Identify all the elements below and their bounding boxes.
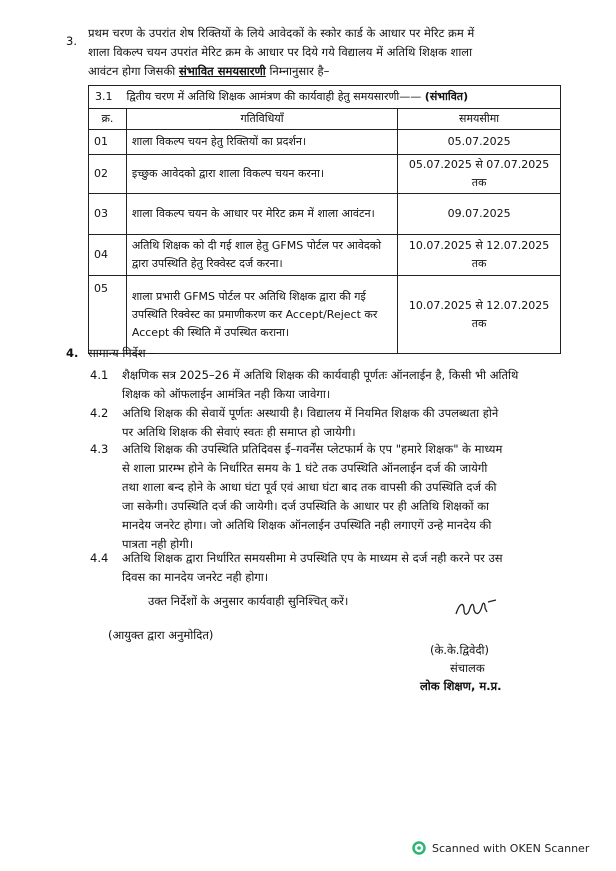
row-activity: शाला विकल्प चयन के आधार पर मेरिट क्रम में शाला आवंटन। xyxy=(126,194,397,235)
schedule-table xyxy=(88,85,561,354)
table-row xyxy=(89,130,561,155)
section-3-emphasis: संभावित समयसारणी xyxy=(178,64,266,78)
row-activity: इच्छुक आवेदको द्वारा शाला विकल्प चयन करना। xyxy=(126,155,397,194)
row-timeline: 10.07.2025 से 12.07.2025 तक xyxy=(398,235,561,276)
item-4-3-line: मानदेय जनरेट होगा। जो अतिथि शिक्षक ऑनलाईन उपस्थिति नही लगाएगें उन्हे मानदेय की xyxy=(122,518,492,532)
section-4-title: सामान्य निर्देश – xyxy=(88,346,156,360)
table-title-cell xyxy=(89,86,561,109)
signatory-office: लोक शिक्षण, म.प्र. xyxy=(420,679,502,693)
row-activity: शाला विकल्प चयन हेतु रिक्तियों का प्रदर्शन। xyxy=(126,130,397,155)
row-number: 03 xyxy=(89,194,127,235)
item-4-3-line: तथा शाला बन्द होने के आधा घंटा पूर्व एवं आधा घंटा बाद तक वापसी की उपस्थिति दर्ज की xyxy=(122,480,497,494)
row-number: 04 xyxy=(89,235,127,276)
column-header-number: क्र. xyxy=(89,109,127,130)
column-header-timeline: समयसीमा xyxy=(398,109,561,130)
section-3-line-3 xyxy=(88,62,329,81)
item-4-3-number: 4.3 xyxy=(90,442,109,456)
item-4-2-line: पर अतिथि शिक्षक की सेवाएं स्वतः ही समाप्त हो जायेगी। xyxy=(122,425,356,439)
table-row xyxy=(89,155,561,194)
row-timeline: 10.07.2025 से 12.07.2025 तक xyxy=(398,276,561,354)
item-4-1-line: शिक्षक को ऑफलाईन आमंत्रित नही किया जावेगा। xyxy=(122,387,331,401)
item-4-3-line: अतिथि शिक्षक की उपस्थिति प्रतिदिवस ई–गवर्नेंस प्लेटफार्म के एप "हमारे शिक्षक" के माध्यम xyxy=(122,442,503,456)
scanner-watermark-text: Scanned with OKEN Scanner xyxy=(432,842,590,855)
item-4-2-number: 4.2 xyxy=(90,406,109,420)
row-activity: शाला प्रभारी GFMS पोर्टल पर अतिथि शिक्षक द्वारा की गई उपस्थिति रिक्वेस्ट का प्रमाणीकरण कर Accept/Reject कर Accept की स्थिति में उपस्थित कराना। xyxy=(126,276,397,354)
signatory-name: (के.के.द्विवेदी) xyxy=(430,643,490,657)
oken-logo-icon xyxy=(412,841,426,855)
table-title-tag: (संभावित) xyxy=(424,90,469,103)
section-3-line-3-c: निम्नानुसार है– xyxy=(269,64,330,78)
item-4-3-line: पात्रता नही होगी। xyxy=(122,537,194,551)
section-4-number: 4. xyxy=(66,346,79,360)
section-3-line-1: प्रथम चरण के उपरांत शेष रिक्तियों के लिये आवेदकों के स्कोर कार्ड के आधार पर मेरिट क्रम में xyxy=(88,26,475,40)
section-3-line-2: शाला विकल्प चयन उपरांत मेरिट क्रम के आधार पर दिये गये विद्यालय में अतिथि शिक्षक शाला xyxy=(88,45,473,59)
row-timeline: 05.07.2025 से 07.07.2025 तक xyxy=(398,155,561,194)
row-activity: अतिथि शिक्षक को दी गई शाल हेतु GFMS पोर्टल पर आवेदको द्वारा उपस्थिति हेतु रिक्वेस्ट दर्ज करना। xyxy=(126,235,397,276)
item-4-1-line: शैक्षणिक सत्र 2025–26 में अतिथि शिक्षक की कार्यवाही पूर्णतः ऑनलाईन है, किसी भी अतिथि xyxy=(122,368,519,382)
closing-instruction: उक्त निर्देशों के अनुसार कार्यवाही सुनिश्चित् करें। xyxy=(148,594,349,608)
table-title-number: 3.1 xyxy=(95,90,113,103)
table-header-row xyxy=(89,109,561,130)
row-timeline: 09.07.2025 xyxy=(398,194,561,235)
signature-mark xyxy=(452,596,502,622)
item-4-3-line: से शाला प्रारम्भ होने के निर्धारित समय के 1 घंटे तक उपस्थिति ऑनलाईन दर्ज की जायेगी xyxy=(122,461,488,475)
section-3-line-3-a: आवंटन होगा जिसकी xyxy=(88,64,176,78)
table-row xyxy=(89,194,561,235)
section-3-number: 3. xyxy=(66,34,77,48)
table-title-row xyxy=(89,86,561,109)
item-4-4-line: अतिथि शिक्षक द्वारा निर्धारित समयसीमा मे उपस्थिति एप के माध्यम से दर्ज नही करने पर उस xyxy=(122,551,503,565)
column-header-activity: गतिविधियाँ xyxy=(126,109,397,130)
item-4-2-line: अतिथि शिक्षक की सेवायें पूर्णतः अस्थायी है। विद्यालय में नियमित शिक्षक की उपलब्धता होने xyxy=(122,406,499,420)
row-number: 02 xyxy=(89,155,127,194)
row-number: 05 xyxy=(89,276,127,354)
item-4-3-line: जा सकेगी। उपस्थिति दर्ज की जायेगी। दर्ज उपस्थिति के आधार पर ही अतिथि शिक्षकों का xyxy=(122,499,490,513)
signatory-designation: संचालक xyxy=(450,661,485,675)
item-4-1-number: 4.1 xyxy=(90,368,109,382)
table-row xyxy=(89,235,561,276)
table-title-text: द्वितीय चरण में अतिथि शिक्षक आमंत्रण की कार्यवाही हेतु समयसारणी—— xyxy=(126,90,422,103)
row-number: 01 xyxy=(89,130,127,155)
item-4-4-number: 4.4 xyxy=(90,551,109,565)
row-timeline: 05.07.2025 xyxy=(398,130,561,155)
approval-note: (आयुक्त द्वारा अनुमोदित) xyxy=(108,628,214,642)
table-row xyxy=(89,276,561,354)
item-4-4-line: दिवस का मानदेय जनरेट नही होगा। xyxy=(122,570,269,584)
